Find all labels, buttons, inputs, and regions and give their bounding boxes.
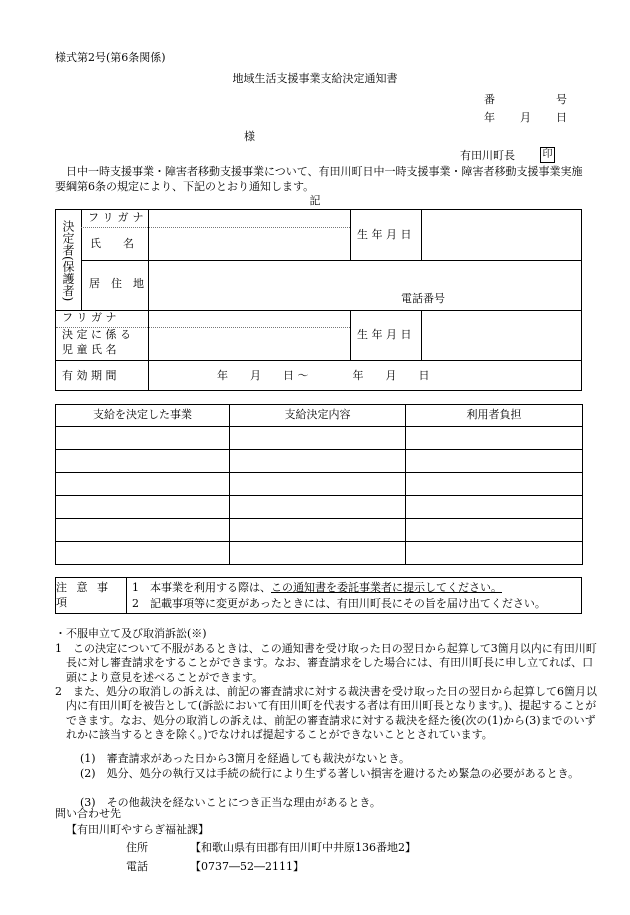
contact-department: 【有田川町やすらぎ福祉課】 (66, 823, 209, 836)
divider (421, 310, 422, 360)
contact-heading: 問い合わせ先 (55, 807, 121, 820)
column-header: 支給を決定した事業 (56, 405, 230, 427)
note-item-1-underlined: この通知書を委託事業者に提示してください。 (271, 581, 502, 594)
intro-paragraph: 日中一時支援事業・障害者移動支援事業について、有田川町日中一時支援事業・障害者移動支援事業実施要綱第6条の規定により、下記のとおり通知します。 (55, 165, 583, 193)
table-cell (56, 427, 230, 450)
table-cell (230, 542, 406, 565)
table-cell (406, 542, 583, 565)
number-label: 番 (484, 93, 495, 106)
child-birth-date-label: 生 年 月 日 (357, 328, 412, 341)
table-cell (230, 427, 406, 450)
column-header: 支給決定内容 (230, 405, 406, 427)
table-cell (230, 519, 406, 542)
table-cell (56, 473, 230, 496)
furigana-label: フリガナ (88, 211, 148, 224)
form-number: 様式第2号(第6条関係) (55, 51, 166, 64)
child-name-label-line2: 児 童 氏 名 (62, 343, 117, 356)
table-row (56, 519, 583, 542)
table-cell (230, 473, 406, 496)
table-cell (56, 519, 230, 542)
ki-heading: 記 (309, 194, 321, 207)
recipient-info-table (55, 209, 582, 391)
table-cell (406, 427, 583, 450)
note-item-2: 2 記載事項等に変更があったときには、有田川町長にその旨を届け出てください。 (132, 597, 546, 610)
table-cell (56, 450, 230, 473)
appeal-item-2: (2) 処分、処分の執行又は手続の続行により生ずる著しい損害を避けるため緊急の必要があるとき。 (80, 767, 580, 780)
notes-label: 注 意 事 項 (56, 578, 127, 613)
table-cell (406, 496, 583, 519)
appeal-item-1: (1) 審査請求があった日から3箇月を経過しても裁決がないとき。 (80, 752, 411, 765)
seal-mark: 印 (540, 147, 555, 163)
appeal-paragraph-1: 1 この決定について不服があるときは、この通知書を受け取った日の翌日から起算して3箇月以内に有田川町長に対し審査請求をすることができます。なお、審査請求をした場合には、有田川町長に申し立てれば、口頭により意見を述べることができます。 (55, 642, 597, 684)
name-label: 氏 名 (90, 237, 134, 250)
dotted-divider (81, 227, 350, 228)
table-cell (56, 542, 230, 565)
table-cell (230, 496, 406, 519)
child-name-label-line1: 決 定 に 係 る (62, 328, 131, 341)
table-row (56, 473, 583, 496)
birth-date-label: 生 年 月 日 (357, 228, 412, 241)
note-item-1 (132, 581, 502, 596)
date-year-label: 年 (484, 111, 495, 124)
contact-phone-label: 電話 (126, 860, 148, 873)
appeal-paragraph-2: 2 また、処分の取消しの訴えは、前記の審査請求に対する裁決書を受け取った日の翌日から起算して6箇月以内に有田川町を被告として(訴訟において有田川町を代表する者は有田川町長となります。)、提起することができます。なお、処分の取消しの訴えは、前記の審査請求に対する裁決を経た後(次の(1)から(3)までのいずれかに該当するときを除く。)でなければ提起することができないこととされています。 (55, 685, 597, 741)
date-day-label: 日 (556, 111, 567, 124)
addressee-suffix: 様 (244, 130, 255, 143)
table-cell (406, 519, 583, 542)
table-row (56, 496, 583, 519)
divider (421, 210, 422, 260)
divider (81, 260, 581, 261)
issuer-name: 有田川町長 (460, 149, 515, 162)
table-row (56, 450, 583, 473)
table-cell (406, 473, 583, 496)
services-table (55, 404, 583, 565)
divider (148, 210, 149, 390)
contact-address-value: 【和歌山県有田郡有田川町中井原136番地2】 (190, 841, 416, 854)
table-cell (230, 450, 406, 473)
appeal-heading: ・不服申立て及び取消訴訟(※) (55, 627, 207, 640)
column-header: 利用者負担 (406, 405, 583, 427)
validity-value: 年 月 日 ～ 年 月 日 (217, 369, 430, 382)
appeal-item-3: (3) その他裁決を経ないことにつき正当な理由があるとき。 (80, 796, 381, 809)
contact-phone-value: 【0737―52―2111】 (190, 860, 304, 873)
address-label: 居 住 地 (89, 277, 144, 290)
number-suffix: 号 (556, 93, 567, 106)
divider (56, 310, 581, 311)
divider (350, 210, 351, 260)
table-cell (56, 496, 230, 519)
table-row (56, 427, 583, 450)
divider (56, 360, 581, 361)
validity-label: 有 効 期 間 (62, 369, 117, 382)
table-row (56, 542, 583, 565)
table-cell (406, 450, 583, 473)
document-title: 地域生活支援事業支給決定通知書 (232, 72, 398, 85)
child-furigana-label: フ リ ガ ナ (62, 311, 117, 324)
notes-box (55, 577, 582, 614)
date-month-label: 月 (520, 111, 531, 124)
phone-label: 電話番号 (401, 292, 445, 305)
contact-address-label: 住所 (126, 841, 148, 854)
note-item-1-text: 1 本事業を利用する際は、 (132, 581, 271, 594)
table-header-row (56, 405, 583, 427)
decider-label: 決定者(保護者) (61, 220, 75, 302)
divider (350, 310, 351, 360)
